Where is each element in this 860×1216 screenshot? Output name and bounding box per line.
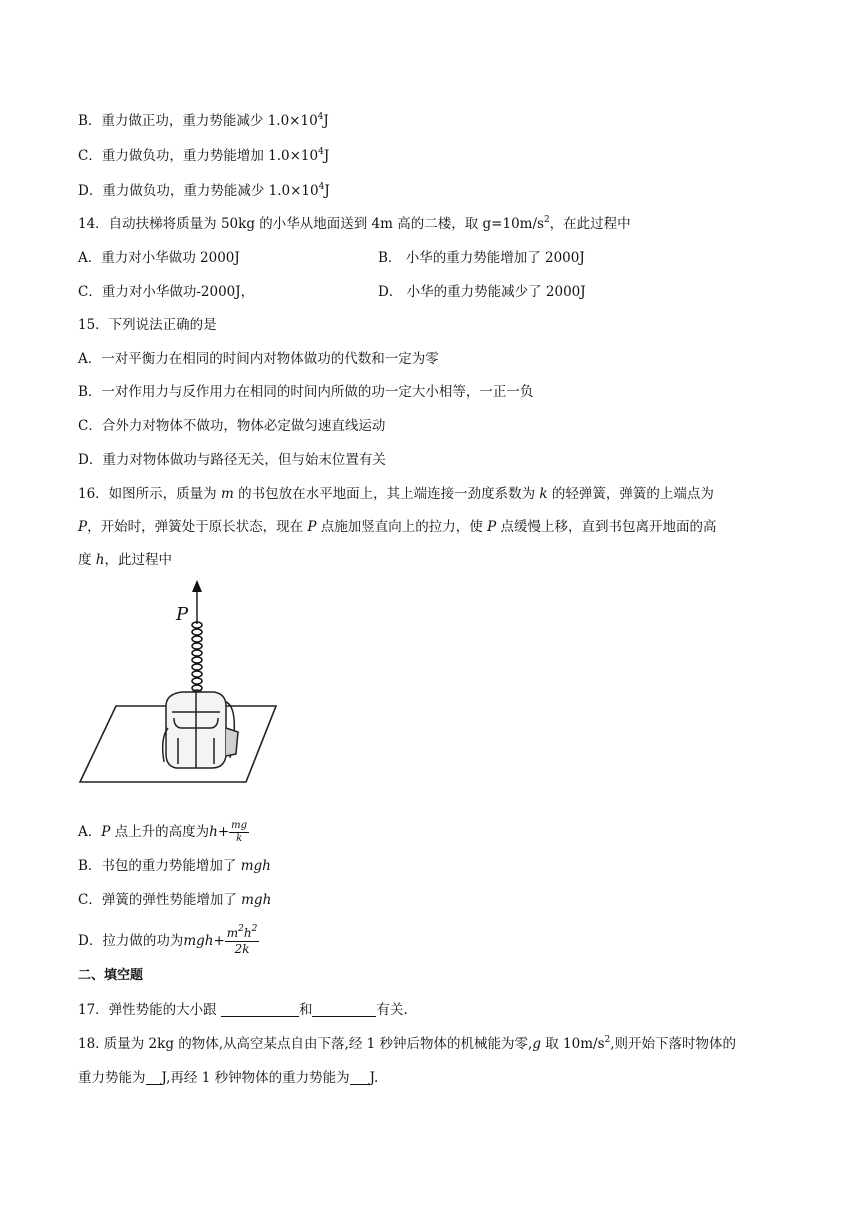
q14-option-c: C．重力对小华做功-2000J， xyxy=(78,284,255,300)
q14-option-d: D． 小华的重力势能减少了 2000J xyxy=(378,284,586,300)
section-fill-in-blank-title: 二、填空题 xyxy=(78,968,144,983)
q15-option-d: D．重力对物体做功与路径无关，但与始末位置有关 xyxy=(78,452,386,468)
q16-option-d: D．拉力做的功为mgh+ $\frac{m^2h^2}{2k}$ xyxy=(78,924,258,956)
figure-label-p: P xyxy=(176,604,189,625)
fraction-m2h2-over-2k: $\frac{m^2h^2}{2k}$ xyxy=(226,924,258,956)
q14-option-b: B． 小华的重力势能增加了 2000J xyxy=(378,250,585,266)
q18-blank-1[interactable] xyxy=(146,1070,162,1085)
q13-option-b: B．重力做正功，重力势能减少 $1.0\times 10^4J$ xyxy=(78,112,329,129)
q18-line1: 18. 质量为 2kg 的物体,从高空某点自由下落,经 1 秒钟后物体的机械能为零,g 取 $10m/s^2$,则开始下落时物体的 xyxy=(78,1035,737,1052)
q16-stem-line3: 度 h，此过程中 xyxy=(78,552,172,568)
q13-option-d: D．重力做负功，重力势能减少 $1.0\times 10^4J$ xyxy=(78,182,330,199)
q15-option-b: B．一对作用力与反作用力在相同的时间内所做的功一定大小相等，一正一负 xyxy=(78,384,534,400)
backpack-spring-figure xyxy=(78,578,288,790)
q17-blank-2[interactable] xyxy=(312,1002,376,1017)
backpack xyxy=(163,690,238,768)
q16-stem-line2: P，开始时，弹簧处于原长状态，现在 P 点施加竖直向上的拉力，使 P 点缓慢上移，直到书包离开地面的高 xyxy=(78,519,717,535)
q16-option-a: A．P 点上升的高度为h+ $\frac{mg}{k}$ xyxy=(78,820,248,844)
q16-option-b: B．书包的重力势能增加了 mgh xyxy=(78,858,271,874)
q18-line2: 重力势能为 J,再经 1 秒钟物体的重力势能为 J. xyxy=(78,1070,379,1086)
pull-arrow-head xyxy=(192,580,202,592)
q16-option-c: C．弹簧的弹性势能增加了 mgh xyxy=(78,892,272,908)
q17: 17．弹性势能的大小跟 和 有关. xyxy=(78,1002,408,1018)
q15-option-a: A．一对平衡力在相同的时间内对物体做功的代数和一定为零 xyxy=(78,351,439,367)
q16-stem-line1: 16．如图所示，质量为 m 的书包放在水平地面上，其上端连接一劲度系数为 k 的轻弹簧，弹簧的上端点为 xyxy=(78,486,714,502)
q14-option-a: A．重力对小华做功 2000J xyxy=(78,250,240,266)
q17-blank-1[interactable] xyxy=(221,1002,299,1017)
spring xyxy=(192,622,202,691)
q13-option-c: C．重力做负功，重力势能增加 $1.0\times 10^4J$ xyxy=(78,147,330,164)
fraction-mg-over-k: $\frac{mg}{k}$ xyxy=(231,820,248,844)
q15-option-c: C．合外力对物体不做功，物体必定做匀速直线运动 xyxy=(78,418,386,434)
q15-stem: 15．下列说法正确的是 xyxy=(78,317,217,333)
q18-blank-2[interactable] xyxy=(350,1070,370,1085)
q14-stem: 14．自动扶梯将质量为 50kg 的小华从地面送到 4m 高的二楼，取 $g=10m/s^2$，在此过程中 xyxy=(78,215,631,232)
